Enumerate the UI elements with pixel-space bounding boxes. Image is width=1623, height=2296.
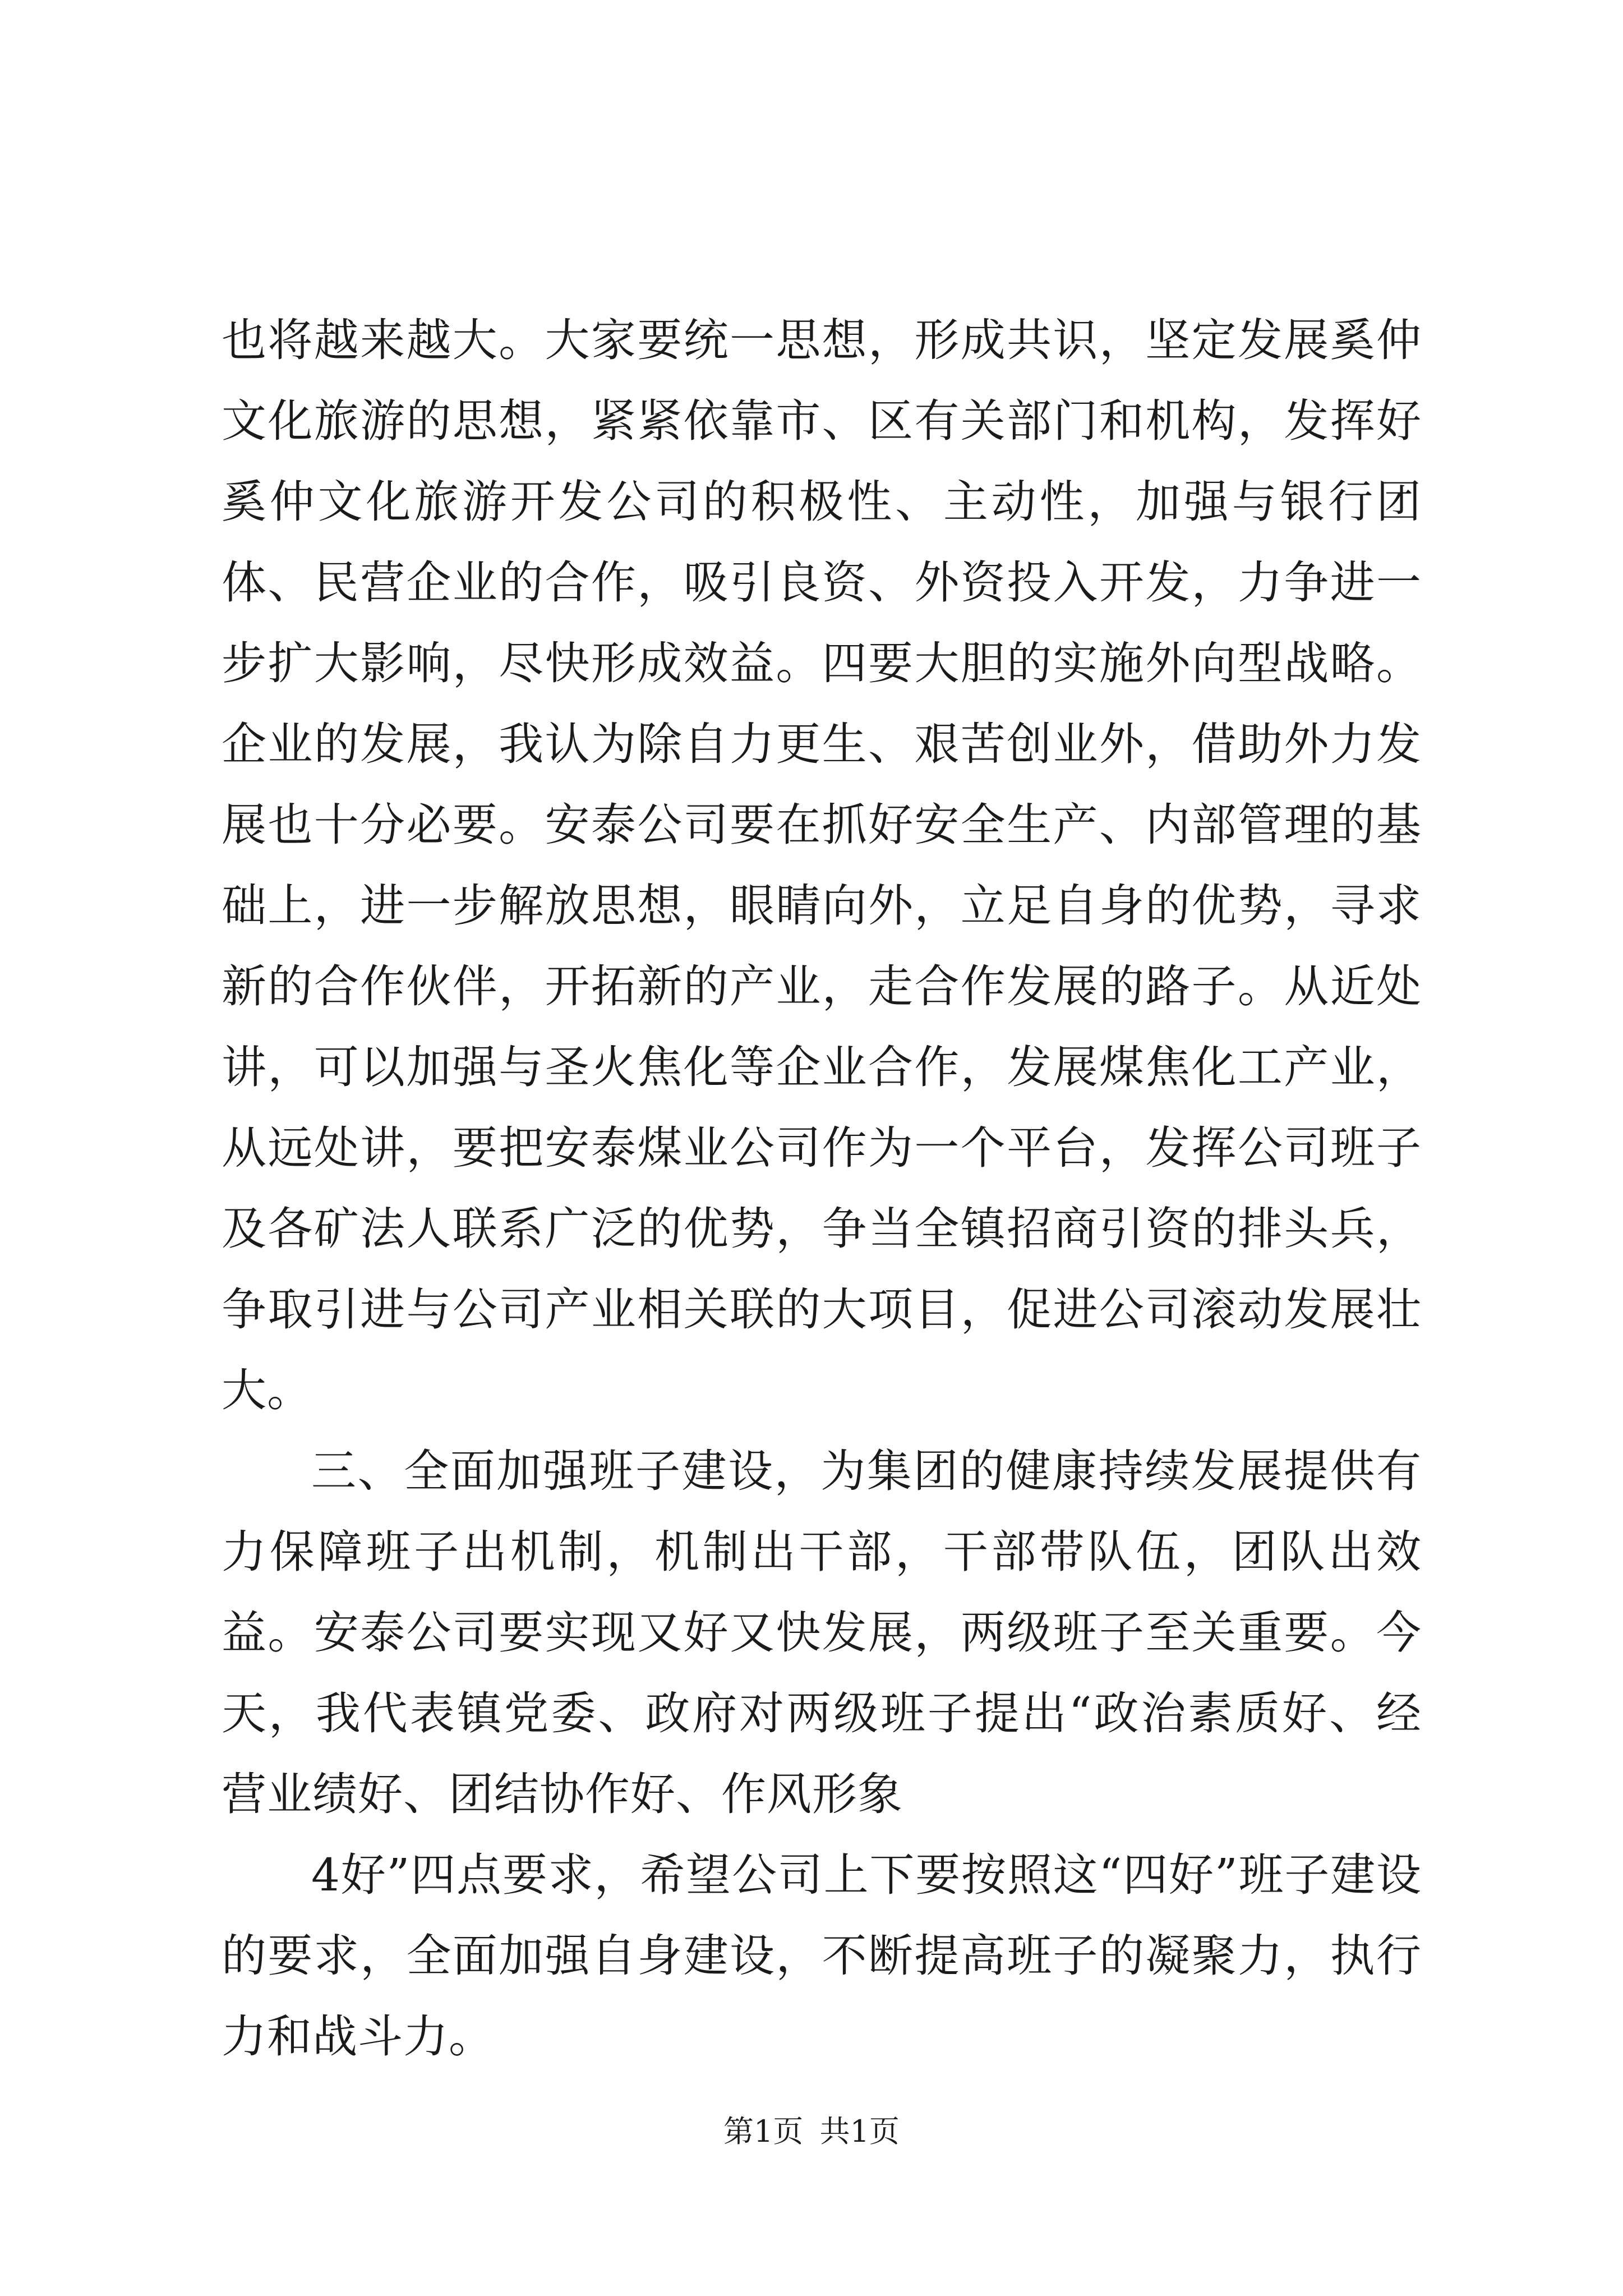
paragraph-1: 也将越来越大。大家要统一思想，形成共识，坚定发展奚仲文化旅游的思想，紧紧依靠市、区有关部门和机构，发挥好奚仲文化旅游开发公司的积极性、主动性，加强与银行团体、民营企业的合作，吸引良资、外资投入开发，力争进一步扩大影响，尽快形成效益。四要大胆的实施外向型战略。企业的发展，我认为除自力更生、艰苦创业外，借助外力发展也十分必要。安泰公司要在抓好安全生产、内部管理的基础上，进一步解放思想，眼睛向外，立足自身的优势，寻求新的合作伙伴，开拓新的产业，走合作发展的路子。从近处讲，可以加强与圣火焦化等企业合作，发展煤焦化工产业，从远处讲，要把安泰煤业公司作为一个平台，发挥公司班子及各矿法人联系广泛的优势，争当全镇招商引资的排头兵，争取引进与公司产业相关联的大项目，促进公司滚动发展壮大。 [222, 314, 1422, 1416]
document-body [222, 300, 1422, 2077]
page-number: 第1页 [723, 2114, 804, 2149]
paragraph-2: 三、全面加强班子建设，为集团的健康持续发展提供有力保障班子出机制，机制出干部，干部带队伍，团队出效益。安泰公司要实现又好又快发展，两级班子至关重要。今天，我代表镇党委、政府对两级班子提出“政治素质好、经营业绩好、团结协作好、作风形象 [222, 1445, 1422, 1820]
page-footer [0, 2109, 1623, 2154]
page-total: 共1页 [819, 2114, 900, 2149]
paragraph-3: 4好”四点要求，希望公司上下要按照这“四好”班子建设的要求，全面加强自身建设，不断提高班子的凝聚力，执行力和战斗力。 [222, 1849, 1422, 2063]
